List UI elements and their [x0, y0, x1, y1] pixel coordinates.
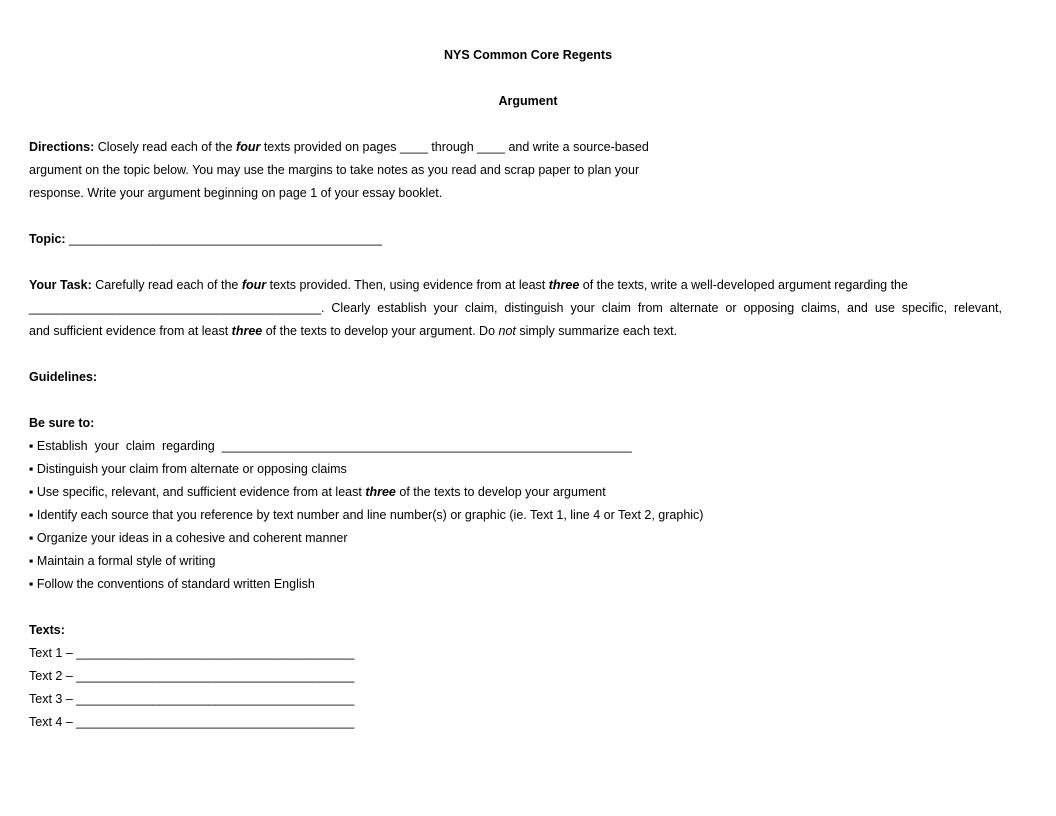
text-4-line: Text 4 – ________________________________________	[29, 715, 355, 729]
task-text-3a: and sufficient evidence from at least	[29, 324, 232, 338]
directions-text-1b: texts provided on pages ____ through ____ and write a source-based	[260, 140, 649, 154]
task-label: Your Task:	[29, 278, 92, 292]
directions-line-2: argument on the topic below. You may use the margins to take notes as you read and scrap paper to plan your	[29, 163, 640, 177]
bullet-formal-style: ▪ Maintain a formal style of writing	[29, 554, 216, 568]
task-text-1b: texts provided. Then, using evidence from at least	[266, 278, 549, 292]
task-text-1c: of the texts, write a well-developed argument regarding the	[579, 278, 908, 292]
header-title: NYS Common Core Regents	[443, 48, 613, 62]
directions-label: Directions:	[29, 140, 95, 154]
bullet-distinguish-claim: ▪ Distinguish your claim from alternate or opposing claims	[29, 462, 347, 476]
text-3-line: Text 3 – ________________________________________	[29, 692, 355, 706]
task-text-3c: simply summarize each text.	[515, 324, 678, 338]
texts-label: Texts:	[29, 623, 65, 637]
directions-text-1a: Closely read each of the	[94, 140, 237, 154]
bullet-organize-ideas: ▪ Organize your ideas in a cohesive and coherent manner	[29, 531, 348, 545]
task-line-2: __________________________________________. Clearly establish your claim, distinguish your claim from alternate or opposing claims, and use specific, relevant,	[29, 301, 1002, 315]
task-text-1a: Carefully read each of the	[91, 278, 242, 292]
task-emphasis-three-2: three	[231, 324, 263, 338]
task-emphasis-three: three	[548, 278, 580, 292]
bullet-identify-source: ▪ Identify each source that you reference by text number and line number(s) or graphic (ie. Text 1, line 4 or Text 2, graphic)	[29, 508, 704, 522]
bullet-use-evidence-b: of the texts to develop your argument	[395, 485, 606, 499]
bullet-use-evidence	[29, 484, 606, 500]
bullet-establish-claim: ▪ Establish your claim regarding ___________________________________________________________	[29, 439, 632, 453]
task-line-3	[29, 323, 677, 339]
text-1-line: Text 1 – ________________________________________	[29, 646, 355, 660]
text-2-line: Text 2 – ________________________________________	[29, 669, 355, 683]
task-emphasis-four: four	[241, 278, 267, 292]
guidelines-label: Guidelines:	[29, 370, 98, 384]
directions-emphasis-four: four	[236, 140, 261, 154]
task-line-1	[29, 277, 908, 293]
topic-label: Topic:	[29, 232, 66, 246]
directions-line-1	[29, 139, 649, 155]
task-text-3b: of the texts to develop your argument. Do	[262, 324, 499, 338]
bullet-emphasis-three: three	[365, 485, 396, 499]
directions-line-3: response. Write your argument beginning on page 1 of your essay booklet.	[29, 186, 443, 200]
bullet-use-evidence-a: ▪ Use specific, relevant, and sufficient evidence from at least	[29, 485, 366, 499]
topic-line	[29, 231, 382, 247]
section-title: Argument	[498, 94, 558, 108]
topic-blank: _____________________________________________	[65, 232, 382, 246]
task-emphasis-not: not	[498, 324, 516, 338]
bullet-conventions: ▪ Follow the conventions of standard written English	[29, 577, 315, 591]
be-sure-label: Be sure to:	[29, 416, 95, 430]
